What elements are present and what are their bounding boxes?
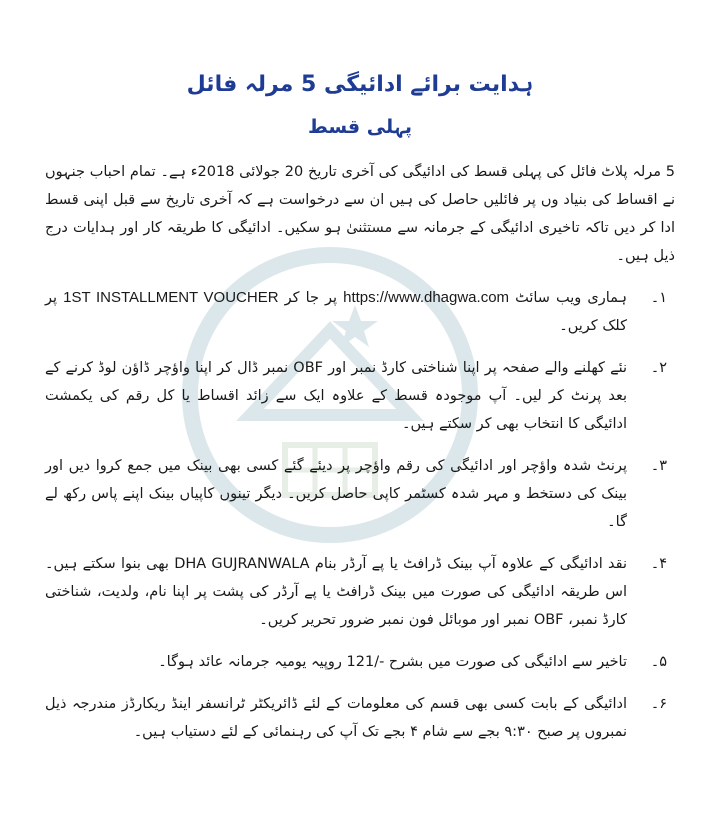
instructions-body (45, 158, 675, 746)
item-text-post: پر کلک کریں۔ (45, 290, 627, 334)
item-text: ادائیگی کے بابت کسی بھی قسم کی معلومات کے لئے ڈائریکٹر ٹرانسفر اینڈ ریکارڈز مندرجہ ذیل نمبروں پر صبح ۹:۳۰ بجے سے شام ۴ بجے تک آپ کی رہنمائی کے لئے دستیاب ہیں۔ (45, 696, 627, 740)
item-text-mid: پر جا کر (278, 290, 344, 306)
voucher-label: 1ST INSTALLMENT VOUCHER (63, 289, 279, 306)
item-text: نئے کھلنے والے صفحہ پر اپنا شناختی کارڈ نمبر اور OBF نمبر ڈال کر اپنا واؤچر ڈاؤن لوڈ کرنے کے بعد پرنٹ کر لیں۔ آپ موجودہ قسط کے علاوہ ایک سے زائد اقساط یا کل رقم کی یکمشت ادائیگی کا انتخاب بھی کر سکتے ہیں۔ (45, 360, 627, 432)
header (0, 68, 720, 142)
item-number: ۵۔ (650, 654, 667, 670)
item-number: ۴۔ (650, 556, 667, 572)
intro-paragraph: 5 مرلہ پلاٹ فائل کی پہلی قسط کی ادائیگی کی آخری تاریخ 20 جولائی 2018ء ہے۔ تمام احباب جنہوں نے اقساط کی بنیاد وں پر فائلیں حاصل کی ہیں ان سے درخواست ہے کہ آخری تاریخ سے قبل اپنی قسط ادا کر دیں تاکہ تاخیری ادائیگی کے جرمانہ سے مستثنیٰ ہو سکیں۔ ادائیگی کا طریقہ کار اور ہدایات درج ذیل ہیں۔ (45, 164, 675, 264)
instruction-item-4 (45, 550, 675, 634)
item-text: تاخیر سے ادائیگی کی صورت میں بشرح -/121 روپیہ یومیہ جرمانہ عائد ہوگا۔ (158, 654, 627, 670)
instruction-item-6 (45, 690, 675, 746)
page-title: ہدایت برائے ادائیگی 5 مرلہ فائل (186, 72, 534, 97)
item-number: ۳۔ (650, 458, 667, 474)
item-text (45, 284, 627, 340)
website-link[interactable]: https://www.dhagwa.com (343, 289, 510, 306)
item-number: ۲۔ (650, 360, 667, 376)
item-text-pre: ہماری ویب سائٹ (509, 290, 627, 306)
item-text: پرنٹ شدہ واؤچر اور ادائیگی کی رقم واؤچر پر دیئے گئے کسی بھی بینک میں جمع کروا دیں اور بینک کی دستخط و مہر شدہ کسٹمر کاپی حاصل کریں۔ دیگر تینوں کاپیاں بینک اپنے پاس رکھ لے گا۔ (45, 458, 627, 530)
instruction-item-5 (45, 648, 675, 676)
page-subtitle: پہلی قسط (308, 116, 412, 138)
instruction-item-3 (45, 452, 675, 536)
instruction-item-2 (45, 354, 675, 438)
item-number: ۶۔ (650, 696, 667, 712)
item-text: نقد ادائیگی کے علاوہ آپ بینک ڈرافٹ یا پے آرڈر بنام DHA GUJRANWALA بھی بنوا سکتے ہیں۔ اس طریقہ ادائیگی کی صورت میں بینک ڈرافٹ یا پے آرڈر کی پشت پر اپنا نام، ولدیت، شناختی کارڈ نمبر، OBF نمبر اور موبائل فون نمبر ضرور تحریر کریں۔ (45, 556, 627, 628)
item-number: ۱۔ (650, 290, 667, 306)
instruction-item-1 (45, 284, 675, 340)
